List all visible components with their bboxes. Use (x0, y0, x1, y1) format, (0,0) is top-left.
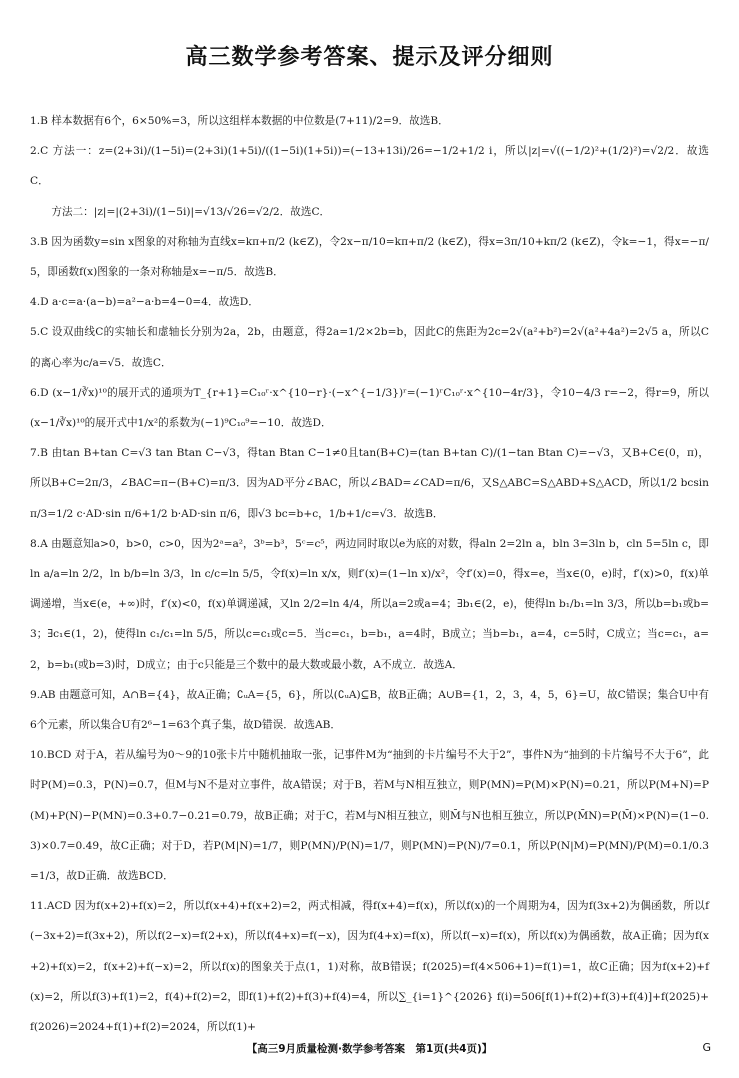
item-text: (x−1/∛x)¹⁰的展开式的通项为T_{r+1}=C₁₀ʳ·x^{10−r}·(−x^{−1/3})ʳ=(−1)ʳC₁₀ʳ·x^{10−4r/3}，令10−4/3 r=−2，得r=9，所以(x−1/∛x)¹⁰的展开式中1/x²的系数为(−1)⁹C₁₀⁹=−10．故选D． (30, 386, 709, 430)
item-text: 设双曲线C的实轴长和虚轴长分别为2a，2b，由题意，得2a=1/2×2b=b，因此C的焦距为2c=2√(a²+b²)=2√(a²+4a²)=2√5 a，所以C的离心率为c/a=√5．故选C． (30, 326, 709, 369)
item-number: 10.BCD (30, 749, 72, 762)
answer-item-2 (30, 136, 709, 196)
page-footer: 【高三9月质量检测·数学参考答案 第1页(共4页)】 (246, 1043, 493, 1055)
item-number: 9.AB (30, 688, 56, 701)
answer-item-6 (30, 378, 709, 438)
item-text: 因为f(x+2)+f(x)=2，所以f(x+4)+f(x+2)=2，两式相减，得f(x+4)=f(x)，所以f(x)的一个周期为4，因为f(3x+2)为偶函数，所以f(−3x+2)=f(3x+2)，所以f(2−x)=f(2+x)，所以f(4+x)=f(−x)，因为f(4+x)=f(x)，所以f(−x)=f(x)，所以f(x)为偶函数，故A正确；因为f(x+2)+f(x)=2，f(x+2)+f(−x)=2，所以f(x)的图象关于点(1，1)对称，故B错误；f(2025)=f(4×506+1)=f(1)=1，故C正确；因为f(x+2)+f(x)=2，所以f(3)+f(1)=2，f(4)+f(2)=2，即f(1)+f(2)+f(3)+f(4)=4，所以∑_{i=1}^{2026} f(i)=506[f(1)+f(2)+f(3)+f(4)]+f(2025)+f(2026)=2024+f(1)+f(2)=2024，所以f(1)+ (30, 900, 710, 1034)
item-text: 由题意知a>0，b>0，c>0，因为2ᵃ=a²，3ᵇ=b³，5ᶜ=c⁵，两边同时取以e为底的对数，得aln 2=2ln a，bln 3=3ln b，cln 5=5ln c，即ln a/a=ln 2/2，ln b/b=ln 3/3，ln c/c=ln 5/5，令f(x)=ln x/x，则f′(x)=(1−ln x)/x²，令f′(x)=0，得x=e，当x∈(0，e)时，f′(x)>0，f(x)单调递增，当x∈(e，+∞)时，f′(x)<0，f(x)单调递减，又ln 2/2=ln 4/4，所以a=2或a=4；∃b₁∈(2，e)，使得ln b₁/b₁=ln 3/3，所以b=b₁或b=3；∃c₁∈(1，2)，使得ln c₁/c₁=ln 5/5，所以c=c₁或c=5．当c=c₁，b=b₁，a=4时，B成立；当b=b₁，a=4，c=5时，C成立；当c=c₁，a=2，b=b₁(或b=3)时，D成立；由于c只能是三个数中的最大数或最小数，A不成立．故选A． (30, 537, 710, 671)
answer-item-3 (30, 227, 709, 287)
item-text: 方法二：|z|=|(2+3i)/(1−5i)|=√13/√26=√2/2．故选C． (51, 205, 331, 218)
item-text: a·c=a·(a−b)=a²−a·b=4−0=4．故选D． (51, 296, 259, 309)
item-number: 6.D (30, 386, 49, 399)
page-title: 高三数学参考答案、提示及评分细则 (185, 45, 554, 70)
answer-item-7 (30, 438, 709, 529)
item-number: 1.B (30, 115, 48, 127)
answer-item-10 (30, 740, 709, 891)
answer-item-8 (30, 529, 709, 680)
item-text: 对于A，若从编号为0～9的10张卡片中随机抽取一张，记事件M为“抽到的卡片编号不大于2”，事件N为“抽到的卡片编号不大于6”，此时P(M)=0.3，P(N)=0.7，但M与N不是对立事件，故A错误；对于B，若M与N相互独立，则P(MN)=P(M)×P(N)=0.21，所以P(M+N)=P(M)+P(N)−P(MN)=0.3+0.7−0.21=0.79，故B正确；对于C，若M与N相互独立，则M̄与N也相互独立，所以P(M̄N)=P(M̄)×P(N)=(1−0.3)×0.7=0.49，故C正确；对于D，若P(M|N)=1/7，则P(MN)/P(N)=1/7，则P(MN)=P(N)/7=0.1，所以P(N|M)=P(MN)/P(M)=0.1/0.3=1/3，故D正确．故选BCD． (30, 749, 709, 883)
item-number: 7.B (30, 447, 48, 460)
answer-list (30, 106, 709, 1042)
item-text: 样本数据有6个，6×50%=3，所以这组样本数据的中位数是(7+11)/2=9．故选B． (51, 115, 449, 127)
answer-item-4 (30, 287, 709, 317)
item-text: 由tan B+tan C=√3 tan Btan C−√3，得tan Btan C−1≠0且tan(B+C)=(tan B+tan C)/(1−tan Btan C)=−√3，又B+C∈(0，π)，所以B+C=2π/3，∠BAC=π−(B+C)=π/3．因为AD平分∠BAC，所以∠BAD=∠CAD=π/6，又S△ABC=S△ABD+S△ACD，所以1/2 bcsin π/3=1/2 c·AD·sin π/6+1/2 b·AD·sin π/6，即√3 bc=b+c，1/b+1/c=√3．故选B． (30, 447, 709, 520)
item-number: 8.A (30, 537, 48, 550)
item-number: 11.ACD (30, 900, 72, 913)
answer-item-5 (30, 317, 709, 377)
version-mark: G (702, 1041, 711, 1054)
item-text: 因为函数y=sin x图象的对称轴为直线x=kπ+π/2 (k∈Z)，令2x−π/10=kπ+π/2 (k∈Z)，得x=3π/10+kπ/2 (k∈Z)，令k=−1，得x=−π/5，即函数f(x)图象的一条对称轴是x=−π/5．故选B． (30, 235, 709, 279)
answer-item-11 (30, 891, 709, 1042)
answer-item-9 (30, 680, 709, 740)
item-number: 5.C (30, 326, 49, 339)
item-number: 3.B (30, 235, 48, 248)
item-text: 由题意可知，A∩B={4}，故A正确；∁ᵤA={5，6}，所以(∁ᵤA)⊆B，故B正确；A∪B={1，2，3，4，5，6}=U，故C错误；集合U中有6个元素，所以集合U有2⁶−1=63个真子集，故D错误．故选AB． (30, 688, 709, 732)
answer-item-2-method-2 (30, 197, 709, 227)
item-number: 2.C (30, 145, 49, 158)
item-text: 方法一：z=(2+3i)/(1−5i)=(2+3i)(1+5i)/((1−5i)(1+5i))=(−13+13i)/26=−1/2+1/2 i，所以|z|=√((−1/2)²+(1/2)²)=√2/2．故选C． (30, 145, 710, 188)
item-number: 4.D (30, 296, 49, 309)
answer-item-1 (30, 106, 709, 136)
